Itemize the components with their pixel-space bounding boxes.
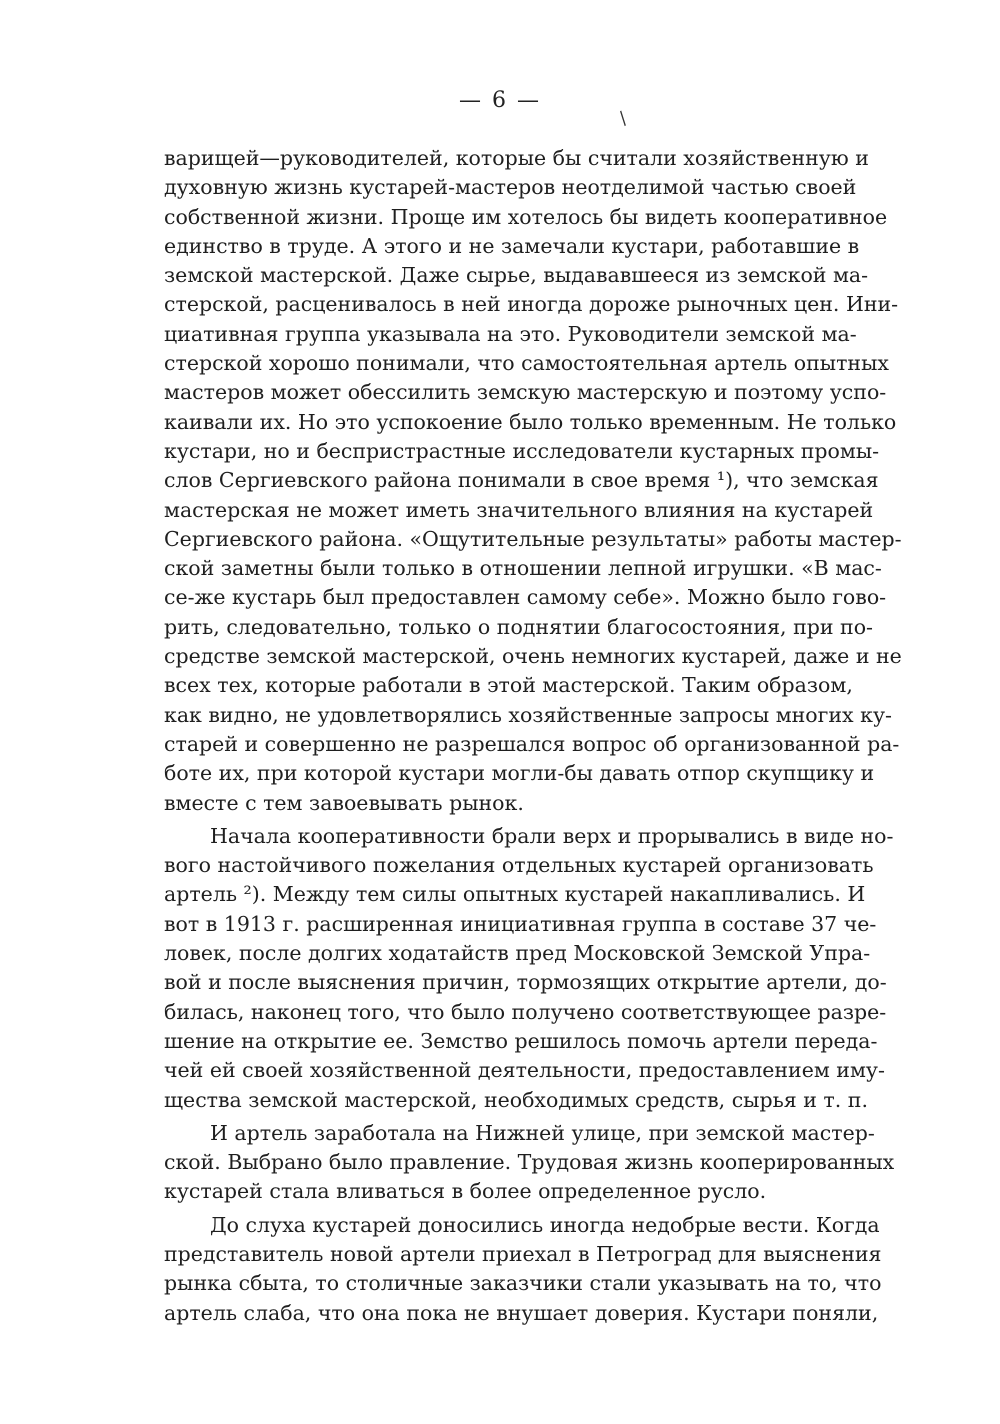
text-line: вместе с тем завоевывать рынок. [164,790,524,815]
paragraph-4 [164,1211,882,1328]
text-line: ской заметны были только в отношении лепной игрушки. «В мас- [164,556,882,581]
text-line: ской. Выбрано было правление. Трудовая жизнь кооперированных [164,1150,895,1175]
text-line: всех тех, которые работали в этой мастерской. Таким образом, [164,673,853,698]
page-number: — 6 — [459,88,541,113]
text-line: И артель заработала на Нижней улице, при земской мастер- [210,1120,875,1145]
text-line: вот в 1913 г. расширенная инициативная группа в составе 37 че- [164,911,877,936]
paragraph-1 [164,144,902,818]
text-line: варищей—руководителей, которые бы считали хозяйственную и [164,146,869,170]
text-line: ловек, после долгих ходатайств пред Московской Земской Упра- [164,941,871,966]
text-line: стерской, расценивалось в ней иногда дороже рыночных цен. Ини- [164,292,899,317]
text-line: средстве земской мастерской, очень немногих кустарей, даже и не [164,644,902,669]
text-line: мастерская не может иметь значительного влияния на кустарей [164,497,874,522]
text-line: билась, наконец того, что было получено соответствующее разре- [164,999,887,1024]
text-line: старей и совершенно не разрешался вопрос об организованной ра- [164,731,900,756]
text-line: чей ей своей хозяйственной деятельности, предоставлением иму- [164,1058,885,1083]
text-line: Начала кооперативности брали верх и прорывались в виде но- [210,823,894,848]
text-line: единство в труде. А этого и не замечали кустари, работавшие в [164,233,860,258]
text-line: кустарей стала вливаться в более определенное русло. [164,1179,767,1204]
paragraph-3 [164,1119,895,1207]
text-line: представитель новой артели приехал в Петроград для выяснения [164,1241,882,1266]
text-line: До слуха кустарей доносились иногда недобрые вести. Когда [210,1212,880,1237]
text-line: артель слаба, что она пока не внушает доверия. Кустари поняли, [164,1300,879,1325]
text-line: мастеров может обессилить земскую мастерскую и поэтому успо- [164,380,887,405]
text-line: се-же кустарь был предоставлен самому себе». Можно было гово- [164,585,887,610]
text-line: кустари, но и беспристрастные исследователи кустарных промы- [164,438,880,463]
text-line: боте их, при которой кустари могли-бы давать отпор скупщику и [164,761,875,786]
text-line: стерской хорошо понимали, что самостоятельная артель опытных [164,351,889,376]
text-line: рынка сбыта, то столичные заказчики стали указывать на то, что [164,1271,882,1296]
text-line: духовную жизнь кустарей-мастеров неотделимой частью своей [164,175,857,200]
text-line: Сергиевского района. «Ощутительные результаты» работы мастер- [164,526,902,551]
body-text [164,144,902,1332]
text-line: вой и после выяснения причин, тормозящих открытие артели, до- [164,970,887,995]
text-line: вого настойчивого пожелания отдельных кустарей организовать [164,853,874,878]
text-line: земской мастерской. Даже сырье, выдававшееся из земской ма- [164,263,869,288]
text-line: циативная группа указывала на это. Руководители земской ма- [164,321,857,346]
text-line: каивали их. Но это успокоение было только временным. Не только [164,409,897,434]
text-line: щества земской мастерской, необходимых средств, сырья и т. п. [164,1087,868,1112]
text-line: слов Сергиевского района понимали в свое время ¹), что земская [164,468,879,493]
text-line: рить, следовательно, только о поднятии благосостояния, при по- [164,614,873,639]
text-line: как видно, не удовлетворялись хозяйственные запросы многих ку- [164,702,892,727]
text-line: артель ²). Между тем силы опытных кустарей накапливались. И [164,882,866,907]
text-line: собственной жизни. Проще им хотелось бы видеть кооперативное [164,204,888,229]
paragraph-2 [164,822,894,1115]
text-line: шение на открытие ее. Земство решилось помочь артели переда- [164,1028,878,1053]
stray-pen-mark: / [614,108,632,129]
